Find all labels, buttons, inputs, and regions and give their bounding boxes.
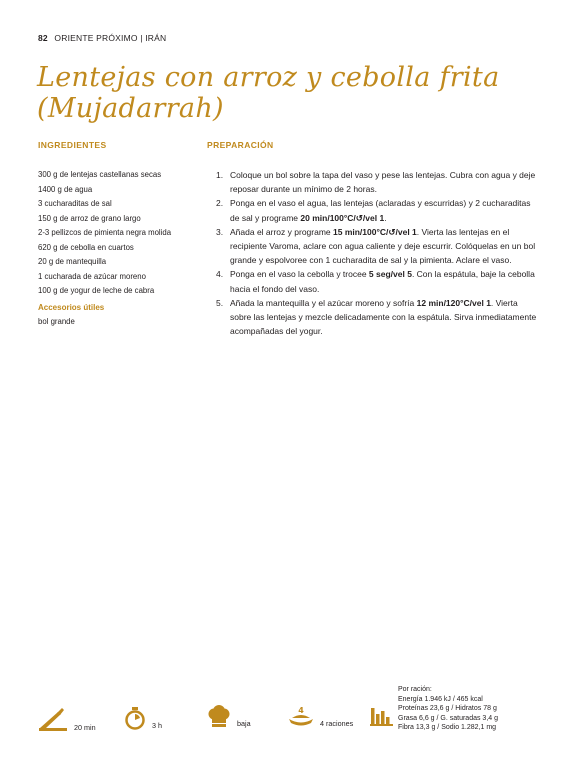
reverse-icon: ↺ [388,226,396,237]
step-item: 3. Añada el arroz y programe 15 min/100°C/↺/vel 1. Vierta las lentejas en el recipiente Varoma, aclare con agua caliente y deje escurrir. Colóquelas en un bol grande y espolvoree con 1 cucharadita de sal y la pimienta. Aclare el vaso. [216,226,536,266]
step-item: 4. Ponga en el vaso la cebolla y trocee 5 seg/vel 5. Con la espátula, baje la cebolla hacia el fondo del vaso. [216,269,535,294]
ingredient-item: 620 g de cebolla en cuartos [38,242,134,252]
step-number: 5. [216,297,224,308]
accessories-title: Accesorios útiles [38,302,105,312]
svg-text:4: 4 [298,706,304,715]
ingredient-item: 300 g de lentejas castellanas secas [38,170,162,179]
step-item: 5. Añada la mantequilla y el azúcar moreno y sofría 12 min/120°C/vel 1. Vierta sobre las lentejas y mezcle delicadamente con la espátula. Sirva inmediatamente acompañadas del yogur. [216,297,537,337]
ingredients-column [38,140,206,329]
ingredient-item: 2-3 pellizcos de pimienta negra molida [38,228,172,237]
nutrition-info [398,685,498,733]
knife-board-icon [38,706,68,732]
step-number: 3. [216,226,224,237]
step-text: Coloque un bol sobre la tapa del vaso y pese las lentejas. Cubra con agua y deje reposar durante un mínimo de 2 horas. [230,170,536,195]
recipe-title-line-1: Lentejas con arroz y cebolla frita [37,62,500,93]
ingredient-item: 20 g de mantequilla [38,257,107,266]
reverse-icon: ↺ [355,212,363,223]
step-setting: 15 min/100°C/↺/vel 1 [333,226,417,237]
ingredients-list [38,168,206,299]
nutrition-line: Proteínas 23,6 g / Hidratos 78 g [398,705,497,713]
preparation-column [207,140,537,338]
page-number: 82 [38,33,48,43]
timer-icon [124,706,146,730]
ingredients-title: INGREDIENTES [38,140,107,150]
total-time [124,706,162,730]
ingredient-item: 1 cucharada de azúcar moreno [38,271,146,281]
nutrition-line: Fibra 13,3 g / Sodio 1.282,1 mg [398,724,497,732]
step-text: Añada la mantequilla y el azúcar moreno y sofría [230,297,417,308]
ingredient-item: 1400 g de agua [38,184,93,194]
step-item [207,168,537,196]
recipe-title [37,62,537,124]
step-setting: 20 min/100°C/↺/vel 1 [300,212,385,223]
accessories-item: bol grande [38,316,75,326]
step-number: 2. [216,198,224,209]
servings-label: 4 raciones [320,719,354,728]
chef-hat-icon [207,704,231,728]
step-number: 4. [216,269,224,280]
recipe-title-line-2: (Mujadarrah) [37,93,224,124]
step-text: Ponga en el vaso el agua, las lentejas (aclaradas y escurridas) y 2 cucharaditas de sal y programe [230,198,531,223]
ingredient-item: 150 g de arroz de grano largo [38,213,141,223]
step-text: Ponga en el vaso la cebolla y trocee [230,269,369,280]
step-number: 1. [216,170,224,180]
preparation-title: PREPARACIÓN [207,140,274,150]
nutrition-title: Por ración: [398,686,432,693]
preparation-steps [207,168,537,338]
nutrition-line: Energía 1.946 kJ / 465 kcal [398,695,483,703]
ingredient-item: 3 cucharaditas de sal [38,199,112,208]
step-item: 2. Ponga en el vaso el agua, las lentejas (aclaradas y escurridas) y 2 cucharaditas de sal y programe 20 min/100°C/↺/vel 1. [216,198,531,223]
nutrition-icon-wrap [370,706,394,726]
bar-chart-icon [370,706,394,726]
page-header [38,33,166,43]
prep-time [38,706,96,732]
step-setting: 5 seg/vel 5 [368,269,412,280]
difficulty-label: baja [237,719,251,728]
section-label: ORIENTE PRÓXIMO | IRÁN [54,33,167,43]
prep-time-label: 20 min [74,723,96,732]
servings [288,706,353,728]
total-time-label: 3 h [152,721,162,730]
nutrition-line: Grasa 6,6 g / G. saturadas 3,4 g [398,714,498,722]
ingredient-item: 100 g de yogur de leche de cabra [38,286,155,295]
step-text: Añada el arroz y programe [230,226,333,237]
difficulty [207,704,251,728]
servings-icon [288,706,314,728]
step-setting: 12 min/120°C/vel 1 [416,297,491,308]
